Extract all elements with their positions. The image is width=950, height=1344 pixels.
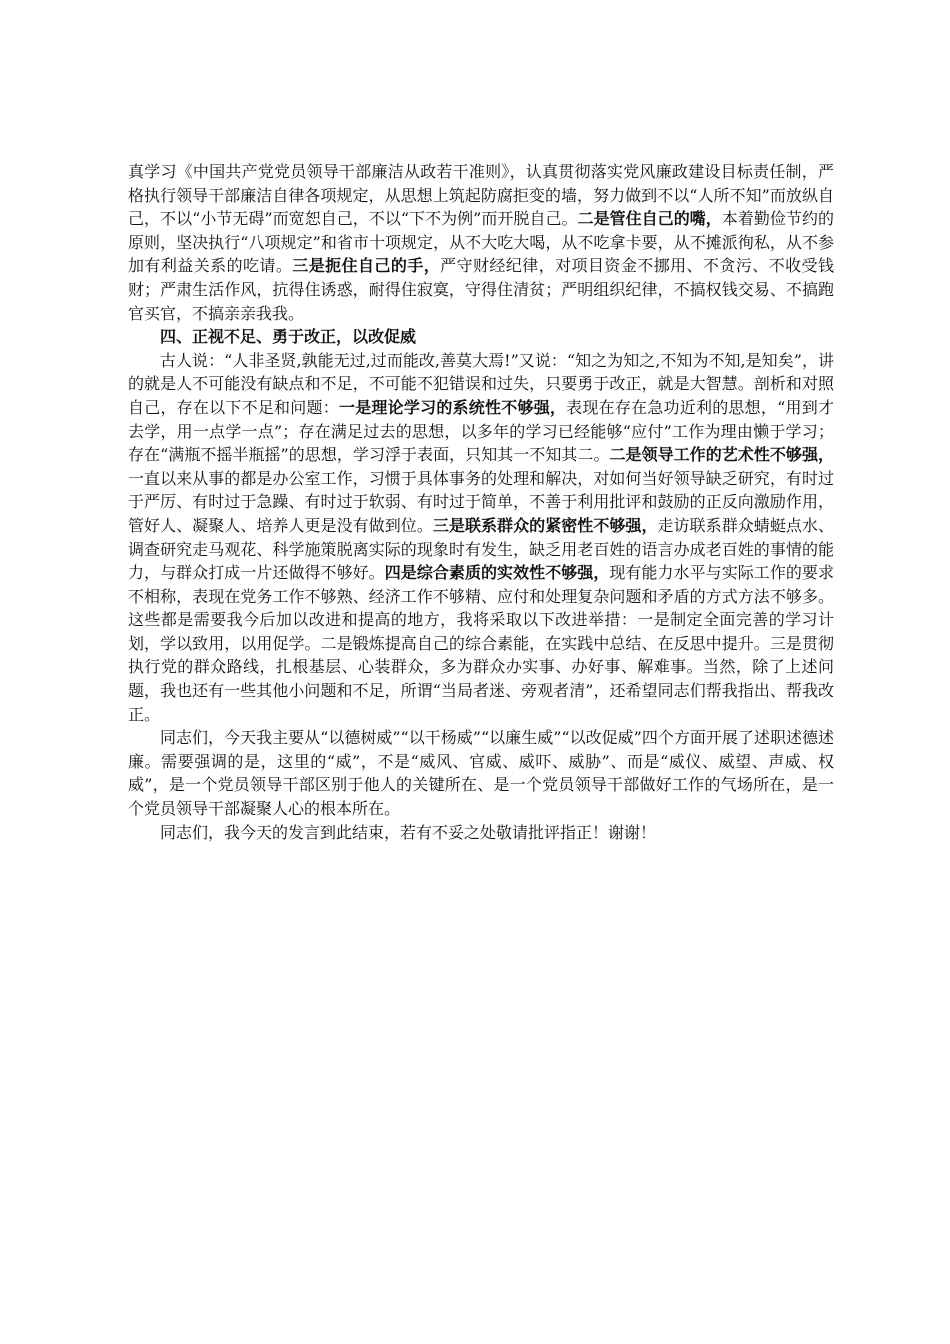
paragraph-text: 走访联系群众蜻蜓点水、调查研究走马观花、科学施策脱离实际的现象时有发生，缺乏用老百姓的语言办成老百姓的事情的能力，与群众打成一片还做得不够好。: [128, 515, 834, 583]
paragraph-text: 本着勤俭节约的原则，坚决执行“八项规定”和省市十项规定，从不大吃大喝，从不吃拿卡要，从不摊派徇私，从不参加有利益关系的吃请。: [128, 209, 834, 276]
bold-point: 二是领导工作的艺术性不够强，: [609, 445, 834, 465]
paragraph-text: 一直以来从事的都是办公室工作，习惯于具体事务的处理和解决，对如何当好领导缺乏研究，有时过于严厉、有时过于急躁、有时过于软弱、有时过于简单，不善于利用批评和鼓励的正反向激励作用，管好人、凝聚人、培养人更是没有做到位。: [128, 468, 834, 535]
bold-point: 三是扼住自己的手，: [292, 256, 441, 276]
paragraph-summary: 同志们，今天我主要从“以德树威”“以干杨威”“以廉生威”“以改促威”四个方面开展了述职述德述廉。需要强调的是，这里的“威”，不是“威风、官威、威吓、威胁”、而是“威仪、威望、声威、权威”，是一个党员领导干部区别于他人的关键所在、是一个党员领导干部做好工作的气场所在，是一个党员领导干部凝聚人心的根本所在。: [128, 728, 834, 819]
bold-point: 二是管住自己的嘴，: [577, 209, 722, 229]
paragraph-text: 古人说：“人非圣贤,孰能无过,过而能改,善莫大焉!”又说：“知之为知之,不知为不知,是知矣”，讲的就是人不可能没有缺点和不足，不可能不犯错误和过失，只要勇于改正，就是大智慧。剖析和对照自己，存在以下不足和问题：: [128, 350, 834, 417]
bold-point: 一是理论学习的系统性不够强，: [338, 397, 567, 417]
section-heading: 四、正视不足、勇于改正，以改促威: [160, 327, 417, 347]
paragraph-text: 表现在存在急功近利的思想，“用到才去学，用一点学一点”；存在满足过去的思想，以多年的学习已经能够“应付”工作为理由懒于学习；存在“满瓶不摇半瓶摇”的思想，学习浮于表面，只知其一不知其二。: [128, 397, 834, 465]
bold-point: 三是联系群众的紧密性不够强，: [432, 515, 658, 535]
bold-point: 四是综合素质的实效性不够强，: [384, 563, 610, 583]
paragraph-closing: 同志们，我今天的发言到此结束，若有不妥之处敬请批评指正！谢谢！: [160, 822, 657, 842]
document-body: [128, 160, 834, 844]
paragraph-continuation: [128, 160, 834, 325]
paragraph-shortcomings: [128, 349, 834, 727]
paragraph-text: 现有能力水平与实际工作的要求不相称，表现在党务工作不够熟、经济工作不够精、应付和处理复杂问题和矛盾的方式方法不够多。这些都是需要我今后加以改进和提高的地方，我将采取以下改进举措：一是制定全面完善的学习计划，学以致用，以用促学。二是锻炼提高自己的综合素能，在实践中总结、在反思中提升。三是贯彻执行党的群众路线，扎根基层、心装群众，多为群众办实事、办好事、解难事。当然，除了上述问题，我也还有一些其他小问题和不足，所谓“当局者迷、旁观者清”，还希望同志们帮我指出、帮我改正。: [128, 563, 834, 724]
paragraph-text: 严守财经纪律，对项目资金不挪用、不贪污、不收受钱财；严肃生活作风，抗得住诱惑，耐得住寂寞，守得住清贫；严明组织纪律，不搞权钱交易、不搞跑官买官，不搞亲亲我我。: [128, 256, 834, 323]
paragraph-text: 真学习《中国共产党党员领导干部廉洁从政若干准则》，认真贯彻落实党风廉政建设目标责任制，严格执行领导干部廉洁自律各项规定，从思想上筑起防腐拒变的墙，努力做到不以“人所不知”而放纵自己，不以“小节无碍”而宽恕自己，不以“下不为例”而开脱自己。: [128, 162, 834, 229]
